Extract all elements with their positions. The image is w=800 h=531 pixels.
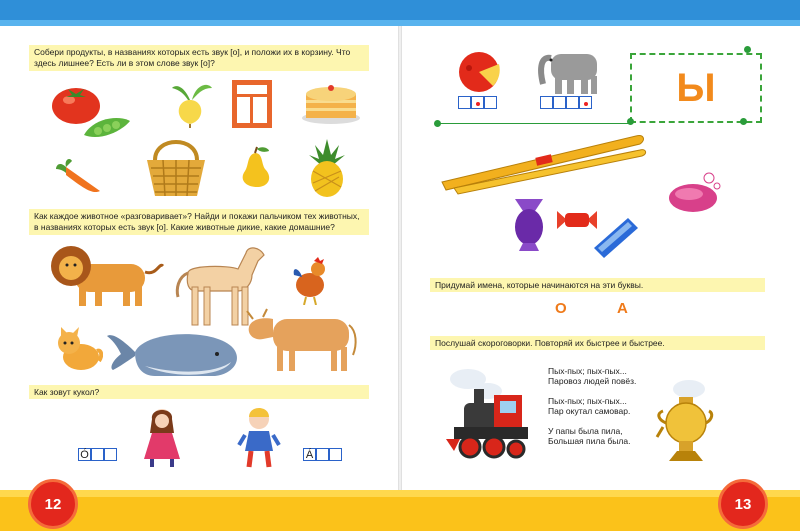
doll1-first-letter: О́: [78, 448, 91, 461]
letter-cell: [104, 448, 117, 461]
locomotive-picture: [438, 365, 538, 467]
lion-picture: [45, 242, 165, 310]
doll-boy-picture: [237, 405, 281, 469]
task-tongue-twisters: Послушай скороговорки. Повторяй их быстрее и быстрее.: [430, 336, 765, 350]
letter-cell: [329, 448, 342, 461]
sound-cell: [566, 96, 579, 109]
task-products: Собери продукты, в названиях которых есть звук [о], и положи их в корзину. Что здесь лишнее? Есть ли в этом слове звук [о]?: [29, 45, 369, 71]
letter-o: О: [555, 300, 567, 317]
candy-purple-picture: [505, 195, 553, 253]
sound-cell: [458, 96, 471, 109]
turnip-picture: [162, 78, 218, 128]
doll1-letter-boxes: [78, 448, 117, 461]
tongue-twisters: [548, 366, 636, 456]
poem-line: Большая пила была.: [548, 436, 631, 446]
pear-picture: [233, 145, 279, 189]
elephant-picture: [535, 44, 605, 96]
letter-a: А: [617, 300, 628, 317]
letter-cell: [91, 448, 104, 461]
poem-line: Пар окутал самовар.: [548, 406, 631, 416]
poem-stanza: [548, 426, 636, 446]
doll-girl-picture: [142, 405, 182, 469]
cake-picture: [300, 78, 362, 126]
doll2-first-letter: А́: [303, 448, 316, 461]
cheese-picture: [455, 50, 503, 94]
frame-dot: [744, 46, 751, 53]
poem-line: Пых-пых; пых-пых...: [548, 396, 627, 406]
pineapple-picture: [305, 137, 349, 199]
window-picture: [230, 78, 274, 130]
pea-picture: [80, 113, 134, 143]
soap-picture: [665, 168, 725, 216]
whale-picture: [105, 322, 245, 384]
candy-blue-picture: [588, 212, 642, 262]
poem-stanza: [548, 366, 636, 386]
poem-stanza: [548, 396, 636, 416]
sound-cell: [540, 96, 553, 109]
frame-line: [438, 123, 628, 124]
page-number-left: 12: [28, 479, 78, 529]
sound-cell: [471, 96, 484, 109]
cheese-sound-boxes: [458, 96, 497, 109]
letter-cell: [316, 448, 329, 461]
task-dolls: Как зовут кукол?: [29, 385, 369, 399]
sound-cell: [553, 96, 566, 109]
frame-dot: [627, 118, 634, 125]
bottom-bar: [0, 490, 800, 531]
basket-picture: [143, 132, 209, 200]
frame-dot: [740, 118, 747, 125]
doll2-letter-boxes: [303, 448, 342, 461]
page-number-right: 13: [718, 479, 768, 529]
samovar-picture: [655, 375, 715, 467]
task-names: Придумай имена, которые начинаются на эти буквы.: [430, 278, 765, 292]
poem-line: Пых-пых; пых-пых...: [548, 366, 627, 376]
carrot-picture: [52, 157, 104, 197]
task-animals: Как каждое животное «разговаривает»? Найди и покажи пальчиком тех животных, в названиях которых есть звук [о]. Какие животные дикие, какие домашние?: [29, 209, 369, 235]
poem-line: У папы была пила,: [548, 426, 623, 436]
cow-picture: [243, 305, 359, 375]
skis-picture: [440, 130, 648, 196]
poem-line: Паровоз людей повёз.: [548, 376, 637, 386]
top-bar: [0, 0, 800, 20]
sound-cell: [579, 96, 592, 109]
elephant-sound-boxes: [540, 96, 592, 109]
big-letter: Ы: [676, 65, 716, 110]
cat-picture: [55, 325, 103, 373]
sound-cell: [484, 96, 497, 109]
big-letter-frame: [630, 53, 762, 123]
rooster-picture: [290, 255, 332, 305]
book-spine: [398, 26, 402, 496]
